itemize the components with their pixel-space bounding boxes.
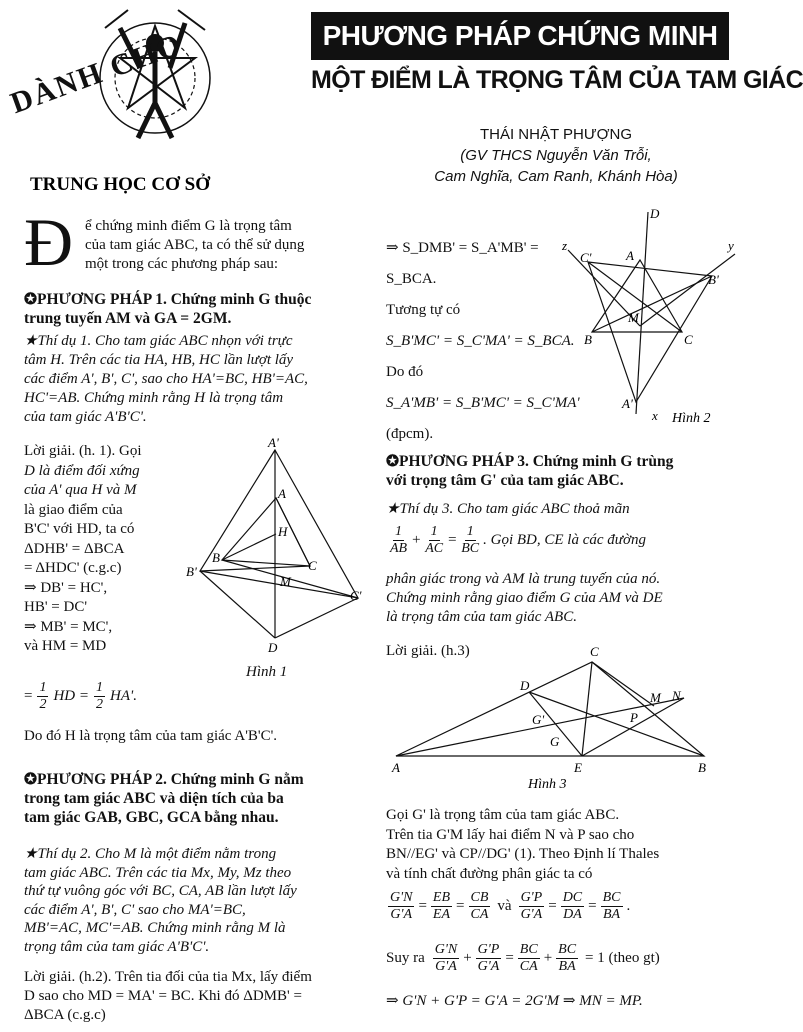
logo-bottom-text: TRUNG HỌC CƠ SỞ xyxy=(30,174,210,195)
eq-sign: = xyxy=(24,688,33,704)
label: D xyxy=(520,678,530,693)
title-bar: PHƯƠNG PHÁP CHỨNG MINH xyxy=(311,12,729,60)
text-line: các điểm A', B', C', sao cho HA'=BC, HB'=AC, xyxy=(24,371,308,387)
label: M xyxy=(628,310,639,325)
text-line: của A' qua H và M xyxy=(24,482,137,498)
example1-conclusion: Do đó H là trọng tâm của tam giác A'B'C'. xyxy=(24,728,278,744)
text-line: BN//EG' và CP//DG' (1). Theo Định lí Thales xyxy=(386,846,660,862)
label: x xyxy=(652,408,658,423)
label: B xyxy=(698,760,706,775)
fraction: $\frac{G'P}{G'A}$ xyxy=(520,890,543,922)
author-block xyxy=(426,124,686,187)
text-line: Do đó xyxy=(386,364,424,380)
fraction: $\frac{G'N}{G'A}$ xyxy=(434,942,458,974)
label: C xyxy=(308,558,317,573)
figure-1-caption: Hình 1 xyxy=(246,664,288,680)
text-word: = 1 (theo gt) xyxy=(585,950,660,966)
text-line: của tam giác A'B'C'. xyxy=(24,409,147,425)
text-line: các điểm A', B', C' sao cho MA'=BC, xyxy=(24,901,246,918)
fraction: $\frac{CB}{CA}$ xyxy=(470,890,489,922)
label: C xyxy=(684,332,693,347)
figure-3-caption: Hình 3 xyxy=(528,777,567,792)
text-line: Chứng minh rằng giao điểm G của AM và DE xyxy=(386,590,663,606)
label: M xyxy=(280,574,291,589)
intro-line: của tam giác ABC, ta có thể sử dụng xyxy=(85,237,305,253)
label: M xyxy=(650,690,661,705)
fraction: $\frac{G'N}{G'A}$ xyxy=(390,890,413,922)
fraction: $\frac{1}{BC}$ xyxy=(461,524,480,556)
heading-line: trong tam giác ABC và diện tích của ba xyxy=(24,790,284,807)
text-line: MB'=AC, MC'=AB. Chứng minh rằng M là xyxy=(24,920,286,936)
method3-heading xyxy=(386,452,731,490)
text-line: ⇒ DB' = HC', xyxy=(24,579,108,596)
logo xyxy=(6,8,300,198)
text-line: là trọng tâm của tam giác ABC. xyxy=(386,609,577,625)
method2-heading xyxy=(24,770,369,827)
heading-line: ✪PHƯƠNG PHÁP 3. Chứng minh G trùng xyxy=(386,453,674,470)
label: D xyxy=(268,640,278,655)
heading-line: ✪PHƯƠNG PHÁP 2. Chứng minh G nằm xyxy=(24,771,304,788)
fraction: $\frac{EB}{EA}$ xyxy=(432,890,451,922)
text-line: ΔDHB' = ΔBCA xyxy=(24,540,125,557)
fraction: $\frac{BC}{BA}$ xyxy=(558,942,577,974)
text-line: phân giác trong và AM là trung tuyến của nó. xyxy=(386,571,661,587)
author-name: THÁI NHẬT PHƯỢNG xyxy=(479,126,633,143)
eq-text: HD = xyxy=(53,688,90,704)
example1-final-eq xyxy=(24,680,137,713)
text-line: = ΔHDC' (c.g.c) xyxy=(24,560,122,576)
heading-line: ✪PHƯƠNG PHÁP 1. Chứng minh G thuộc xyxy=(24,291,312,308)
author-line1: (GV THCS Nguyễn Văn Trỗi, xyxy=(460,147,652,164)
label: N xyxy=(672,688,681,703)
label: H xyxy=(278,524,288,539)
fraction: $\frac{1}{2}$ xyxy=(39,680,47,712)
text-line: Tương tự có xyxy=(386,302,461,318)
text-word: Suy ra xyxy=(386,950,425,966)
example3-solution-head: Lời giải. (h.3) xyxy=(386,643,470,659)
text-line: ⇒ S_DMB' = S_A'MB' = S_BCA. xyxy=(386,240,539,287)
text-line: Lời giải. (h. 1). Gọi xyxy=(24,443,142,459)
label: z xyxy=(562,238,568,253)
text-line: thứ tự vuông góc với BC, CA, AB lần lượt lấy xyxy=(24,883,297,899)
intro-text xyxy=(85,217,365,274)
example3-statement xyxy=(386,570,731,627)
label: D xyxy=(650,206,660,221)
label: C' xyxy=(350,588,362,603)
label: A' xyxy=(622,396,633,411)
text-line: và tính chất đường phân giác ta có xyxy=(386,865,593,882)
text-line: HB' = DC' xyxy=(24,599,88,615)
method1-heading xyxy=(24,290,369,328)
intro-line: một trong các phương pháp sau: xyxy=(85,256,279,272)
fraction: $\frac{BC}{BA}$ xyxy=(602,890,621,922)
figure-2 xyxy=(560,202,738,432)
text-line: tâm H. Trên các tia HA, HB, HC lần lượt lấy xyxy=(24,352,294,368)
logo-top-text: DÀNH CHO xyxy=(6,27,187,121)
text-line: Gọi G' là trọng tâm của tam giác ABC. xyxy=(386,807,620,823)
example3-intro: ★Thí dụ 3. Cho tam giác ABC thoả mãn xyxy=(386,501,630,517)
text-line: HC'=AB. Chứng minh rằng H là trọng tâm xyxy=(24,390,284,406)
fraction: $\frac{1}{AC}$ xyxy=(425,524,444,556)
label: B' xyxy=(186,564,197,579)
label: B xyxy=(584,332,592,347)
heading-line: tam giác GAB, GBC, GCA bằng nhau. xyxy=(24,809,279,826)
text-line: ★Thí dụ 1. Cho tam giác ABC nhọn với trực xyxy=(24,333,293,349)
label: A xyxy=(626,248,634,263)
fraction: $\frac{1}{2}$ xyxy=(96,680,104,712)
example1-statement xyxy=(24,332,369,427)
heading-line: trung tuyến AM và GA = 2GM. xyxy=(24,310,232,327)
text-line: . Gọi BD, CE là các đường xyxy=(483,532,646,548)
intro-line: ể chứng minh điểm G là trọng tâm xyxy=(85,218,292,234)
col2-top-text xyxy=(386,233,586,450)
fraction: $\frac{DC}{DA}$ xyxy=(562,890,583,922)
label: P xyxy=(630,710,638,725)
label: B' xyxy=(708,272,719,287)
dropcap: Đ xyxy=(24,204,74,280)
text-line: D sao cho MD = MA' = BC. Khi đó ΔDMB' = xyxy=(24,988,302,1004)
text-line: S_B'MC' = S_C'MA' = S_BCA. xyxy=(386,333,575,349)
figure-1 xyxy=(180,435,370,668)
example3-continuation xyxy=(386,806,731,884)
text-line: trọng tâm của tam giác A'B'C'. xyxy=(24,938,210,955)
text-line: tam giác ABC. Trên các tia Mx, My, Mz theo xyxy=(24,864,292,881)
fraction: $\frac{G'P}{G'A}$ xyxy=(477,942,500,974)
figure-2-caption: Hình 2 xyxy=(672,411,711,426)
text-line: ΔBCA (c.g.c) xyxy=(24,1007,106,1023)
example1-solution xyxy=(24,442,184,657)
label: C xyxy=(590,644,599,659)
fraction: $\frac{BC}{CA}$ xyxy=(519,942,538,974)
sum-equation: Suy ra $\frac{G'N}{G'A}$ + $\frac{G'P}{G'A}$ = $\frac{BC}{CA}$ + $\frac{BC}{BA}$ = 1 (theo gt) xyxy=(386,942,660,974)
text-line: S_A'MB' = S_B'MC' = S_C'MA' xyxy=(386,395,580,411)
text-line: ★Thí dụ 2. Cho M là một điểm nằm trong xyxy=(24,846,277,862)
text-line: là giao điểm của xyxy=(24,501,123,518)
thales-equation: $\frac{G'N}{G'A}$ = $\frac{EB}{EA}$ = $\frac{CB}{CA}$ và $\frac{G'P}{G'A}$ = $\frac{DC}{DA}$ = $\frac{BC}{BA}$ . xyxy=(390,890,631,922)
author-line2: Cam Nghĩa, Cam Ranh, Khánh Hòa) xyxy=(434,168,678,185)
example2-solution xyxy=(24,968,369,1025)
label: A xyxy=(392,760,400,775)
example3-fractions: $\frac{1}{AB}$ + $\frac{1}{AC}$ = $\frac{1}{BC}$ . Gọi BD, CE là các đường xyxy=(390,524,646,556)
label: G xyxy=(550,734,560,749)
figure-3 xyxy=(388,640,728,790)
text-line: và HM = MD xyxy=(24,638,107,654)
text-line: B'C' với HD, ta có xyxy=(24,521,135,537)
example2-statement xyxy=(24,845,369,956)
final-line: ⇒ G'N + G'P = G'A = 2G'M ⇒ MN = MP. xyxy=(386,993,643,1009)
heading-line: với trọng tâm G' của tam giác ABC. xyxy=(386,472,624,489)
text-word: và xyxy=(497,898,512,914)
label: A' xyxy=(268,435,279,450)
text-line: Trên tia G'M lấy hai điểm N và P sao cho xyxy=(386,826,635,843)
text-line: ⇒ MB' = MC', xyxy=(24,618,113,635)
label: G' xyxy=(532,712,545,727)
label: C' xyxy=(580,250,592,265)
eq-text: HA'. xyxy=(110,688,137,704)
fraction: $\frac{1}{AB}$ xyxy=(390,524,408,556)
label: B xyxy=(212,550,220,565)
label: A xyxy=(278,486,286,501)
subtitle: MỘT ĐIỂM LÀ TRỌNG TÂM CỦA TAM GIÁC xyxy=(311,66,803,94)
text-line: (đpcm). xyxy=(386,426,434,442)
label: y xyxy=(728,238,734,253)
text-line: Lời giải. (h.2). Trên tia đối của tia Mx, lấy điểm xyxy=(24,969,312,985)
label: E xyxy=(574,760,582,775)
text-line: D là điểm đối xứng xyxy=(24,462,140,479)
